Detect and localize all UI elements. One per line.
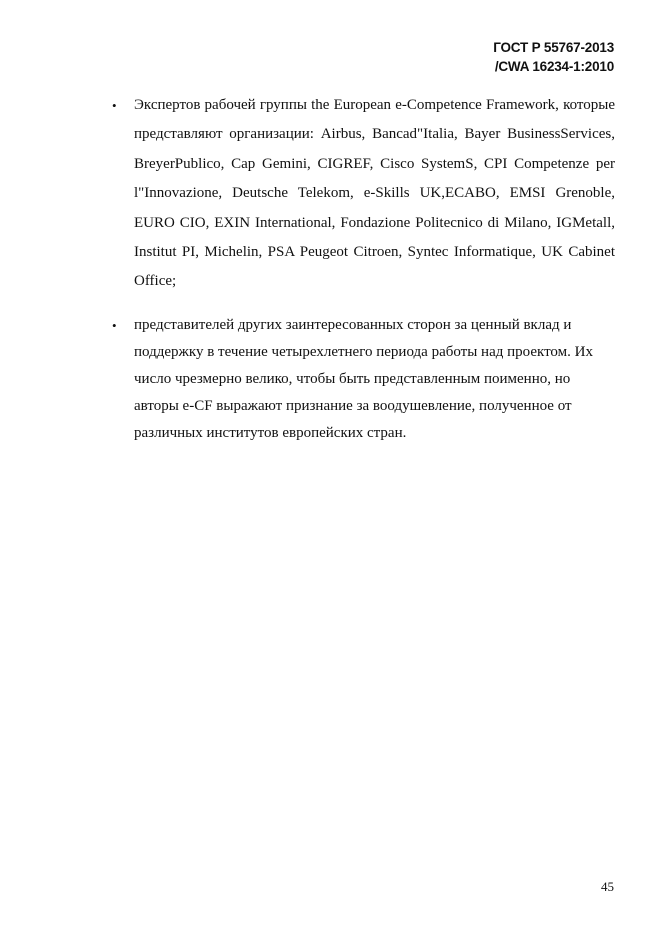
list-item <box>112 312 615 447</box>
bullet-icon: • <box>112 317 117 333</box>
bullet-icon: • <box>112 98 117 113</box>
page-number: 45 <box>601 879 614 894</box>
standard-number: ГОСТ Р 55767-2013 <box>493 40 614 55</box>
document-body <box>112 91 615 447</box>
list-item <box>112 91 615 297</box>
document-header <box>493 38 614 76</box>
cwa-number: /CWA 16234-1:2010 <box>494 59 614 74</box>
list-item-text: Экспертов рабочей группы the European e-Competence Framework, которые представляют организации: Airbus, Bancad"Italia, Bayer BusinessServices, BreyerPublico, Cap Gemini, CIGREF, Cisco SystemS, CPI Competenze per l"Innovazione, Deutsche Telekom, e-Skills UK,ECABO, EMSI Grenoble, EURO CIO, EXIN International, Fondazione Politecnico di Milano, IGMetall, Institut PI, Michelin, PSA Peugeot Citroen, Syntec Informatique, UK Cabinet Office; <box>134 97 615 290</box>
list-item-text: представителей других заинтересованных сторон за ценный вклад и поддержку в течение четырехлетнего периода работы над проектом. Их число чрезмерно велико, чтобы быть представленным поименно, но авторы e-CF выражают признание за воодушевление, полученное от различных институтов европейских стран. <box>134 316 593 441</box>
